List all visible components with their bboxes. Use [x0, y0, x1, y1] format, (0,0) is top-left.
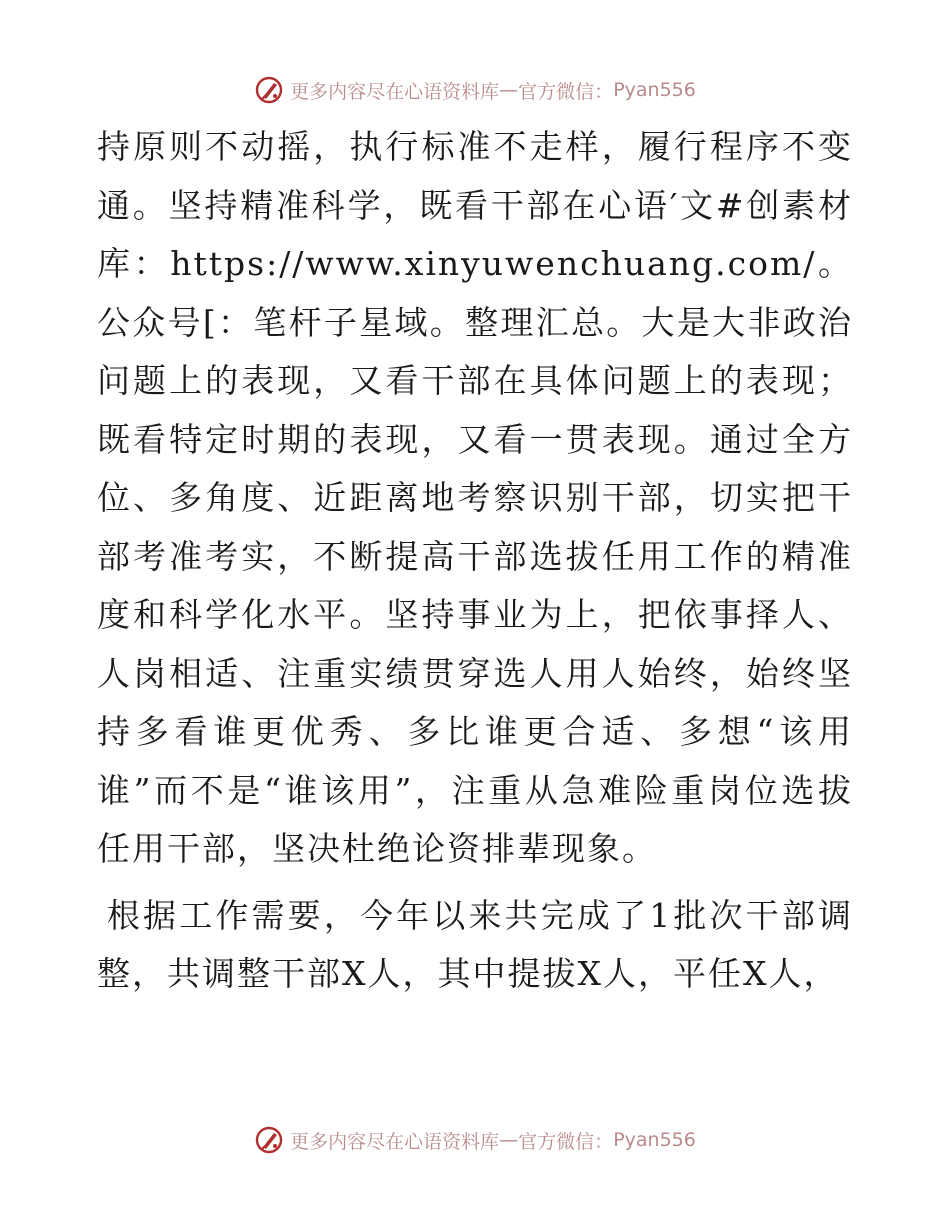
footer-watermark-banner [0, 1120, 950, 1160]
header-watermark-banner [0, 70, 950, 110]
quill-logo-icon [254, 75, 284, 105]
banner-text: 更多内容尽在心语资料库 [290, 1130, 500, 1153]
banner-wechat-label: 官方微信： [518, 80, 614, 103]
paragraph-1: 持原则不动摇，执行标准不走样，履行程序不变通。坚持精准科学，既看干部在心语′文#创素材库：https://www.xinyuwenchuang.com/。公众号[：笔杆子星域。整理汇总。大是大非政治问题上的表现，又看干部在具体问题上的表现；既看特定时期的表现，又看一贯表现。通过全方位、多角度、近距离地考察识别干部，切实把干部考准考实，不断提高干部选拔任用工作的精准度和科学化水平。坚持事业为上，把依事择人、人岗相适、注重实绩贯穿选人用人始终，始终坚持多看谁更优秀、多比谁更合适、多想“该用谁”而不是“谁该用”，注重从急难险重岗位选拔任用干部，坚决杜绝论资排辈现象。 [97, 127, 853, 868]
banner-wechat-label: 官方微信： [518, 1130, 614, 1153]
banner-dash: — [499, 79, 519, 101]
banner-wechat-id: Pyan556 [613, 79, 696, 101]
document-body [97, 118, 853, 1004]
paragraph-2: 根据工作需要，今年以来共完成了1批次干部调整，共调整干部X人，其中提拔X人，平任X人， [97, 895, 853, 993]
banner-text: 更多内容尽在心语资料库 [290, 80, 500, 103]
banner-dash: — [499, 1129, 519, 1151]
banner-wechat-id: Pyan556 [613, 1129, 696, 1151]
quill-logo-icon [254, 1125, 284, 1155]
